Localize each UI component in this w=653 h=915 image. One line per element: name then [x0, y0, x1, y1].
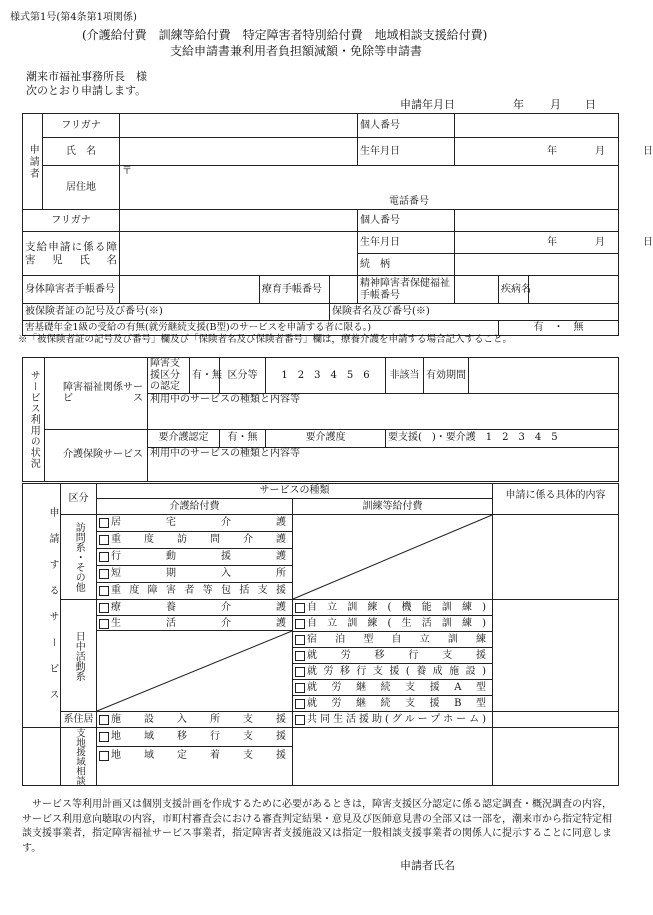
- home-training-label: 共同生活援助(グループホーム): [307, 713, 486, 725]
- consult-detail-field[interactable]: [493, 728, 619, 786]
- mental-cert-label: 精神障害者保健福祉手帳番号: [358, 276, 455, 304]
- consult-training-empty: [293, 728, 493, 786]
- consult-care-label: 地域移行支援: [111, 731, 286, 743]
- day-training-item[interactable]: [293, 616, 492, 632]
- category-visit: 訪問系・その他: [61, 515, 97, 600]
- applicant-address-label: 居住地: [43, 166, 120, 210]
- day-training-item[interactable]: [293, 632, 492, 648]
- class-label: 区分等: [220, 358, 266, 394]
- applicant-birth-label: 生年月日: [358, 138, 455, 166]
- form-number: 様式第1号(第4条第1項関係): [10, 12, 137, 23]
- day-care-item[interactable]: [97, 600, 292, 616]
- day-care-label: 生活介護: [111, 617, 286, 629]
- consult-care-item[interactable]: [97, 747, 292, 765]
- insurer-label: 保険者名及び番号(※): [330, 304, 619, 321]
- visit-care-label: 短期入所: [111, 568, 286, 580]
- checkbox[interactable]: [99, 619, 109, 629]
- rehab-cert-label: 療育手帳番号: [260, 276, 330, 304]
- care-level-label: 要介護度: [266, 429, 386, 447]
- training-benefit-header: 訓練等給付費: [293, 499, 493, 515]
- checkbox[interactable]: [295, 699, 305, 709]
- date-label: 申請年月日: [400, 98, 455, 111]
- physical-cert-label: 身体障害者手帳番号: [23, 276, 120, 304]
- date-month: 月: [550, 98, 561, 111]
- category-home: 系住居: [61, 712, 97, 728]
- applicant-address-field[interactable]: [120, 166, 619, 210]
- day-training-label: 就労継続支援A型: [307, 681, 486, 693]
- applicant-furigana-label: フリガナ: [43, 114, 120, 138]
- child-relation-label: 続 柄: [358, 254, 455, 276]
- pension-choice[interactable]: 有 ・ 無: [499, 321, 619, 336]
- category-day: 日中活動系: [61, 600, 97, 712]
- child-name-field[interactable]: [120, 232, 358, 276]
- checkbox[interactable]: [99, 751, 109, 761]
- apply-section-continued: [23, 728, 61, 786]
- care-cert-yes-no[interactable]: 有・無: [220, 429, 266, 447]
- valid-period-field[interactable]: [469, 358, 619, 394]
- applicant-table: [22, 113, 653, 336]
- care-benefit-header: 介護給付費: [97, 499, 293, 515]
- day-training-list: [293, 600, 493, 712]
- form-title-line2: 支給申請書兼利用者負担額減額・免除等申請書: [170, 44, 423, 58]
- home-care-list: [97, 712, 293, 728]
- home-detail-field[interactable]: [493, 712, 619, 728]
- checkbox[interactable]: [295, 603, 305, 613]
- welfare-services-label: 障害福祉関係サービス: [45, 358, 148, 430]
- checkbox[interactable]: [99, 518, 109, 528]
- applicant-section-label: 申請者: [23, 114, 43, 210]
- day-care-item[interactable]: [97, 616, 292, 631]
- day-care-label: 療養介護: [111, 601, 286, 613]
- visit-care-item[interactable]: [97, 566, 292, 583]
- visit-training-empty: [293, 515, 493, 600]
- checkbox[interactable]: [99, 569, 109, 579]
- consult-table: [22, 727, 619, 786]
- signature-label: 申請者氏名: [400, 859, 455, 872]
- intro-text: 次のとおり申請します。: [26, 84, 147, 97]
- day-training-label: 自立訓練(機能訓練): [307, 601, 486, 613]
- care-support-levels[interactable]: 要支援( )・要介護 1 2 3 4 5: [386, 429, 619, 447]
- day-training-item[interactable]: [293, 664, 492, 680]
- form-title-line1: (介護給付費 訓練等給付費 特定障害者特別給付費 地域相談支援給付費): [82, 28, 488, 42]
- checkbox[interactable]: [295, 715, 305, 725]
- applicant-personal-no-field[interactable]: [455, 114, 619, 138]
- insured-no-label: 被保険者証の記号及び番号(※): [23, 304, 330, 321]
- disease-label: 疾病名: [499, 276, 529, 304]
- visit-detail-field[interactable]: [493, 515, 619, 600]
- home-care-item[interactable]: [97, 712, 292, 727]
- care-in-use-label: 利用中のサービスの種類と内容等: [148, 447, 619, 463]
- home-care-label: 施設入所支援: [111, 713, 286, 725]
- class-numbers[interactable]: 1 2 3 4 5 6: [266, 358, 386, 394]
- checkbox[interactable]: [99, 586, 109, 596]
- checkbox[interactable]: [99, 603, 109, 613]
- note-text: ※「被保険者証の記号及び番号」欄及び「保険者名及び保険者番号」欄は，療養介護を申請する場合記入すること。: [18, 334, 513, 345]
- addressee: 潮来市福祉事務所長 様: [26, 70, 147, 83]
- consult-care-list: [97, 728, 293, 786]
- valid-period-label: 有効期間: [424, 358, 469, 394]
- day-training-label: 自立訓練(生活訓練): [307, 617, 486, 629]
- day-training-item[interactable]: [293, 648, 492, 664]
- consult-care-label: 地域定着支援: [111, 750, 286, 762]
- postal-mark: 〒: [122, 166, 132, 177]
- support-class-yes-no[interactable]: 有・無: [190, 358, 220, 394]
- checkbox[interactable]: [295, 651, 305, 661]
- checkbox[interactable]: [99, 732, 109, 742]
- applicant-furigana-field[interactable]: [120, 114, 358, 138]
- not-applicable[interactable]: 非該当: [386, 358, 424, 394]
- diagonal-strike: [293, 515, 492, 599]
- checkbox[interactable]: [99, 552, 109, 562]
- checkbox[interactable]: [99, 715, 109, 725]
- applicant-personal-no-label: 個人番号: [358, 114, 455, 138]
- diagonal-strike: [97, 631, 292, 711]
- phone-label: 電話番号: [389, 195, 429, 207]
- visit-care-label: 行動援護: [111, 551, 286, 563]
- visit-care-label: 居宅介護: [111, 517, 286, 529]
- pension-label: 害基礎年金1級の受給の有無(就労継続支援(B型)のサービスを申請する者に限る。): [23, 321, 499, 336]
- checkbox[interactable]: [99, 535, 109, 545]
- day-care-list: [97, 600, 293, 712]
- child-name-label: 支給申請に係る障害児氏名: [23, 232, 120, 276]
- date-year: 年: [513, 98, 524, 111]
- rehab-cert-field[interactable]: [330, 276, 358, 304]
- care-in-use-field[interactable]: [148, 463, 619, 481]
- visit-care-item[interactable]: [97, 532, 292, 549]
- services-table: [22, 483, 619, 728]
- child-birth-label: 生年月日: [358, 232, 455, 254]
- usage-table: [22, 357, 619, 482]
- checkbox[interactable]: [295, 619, 305, 629]
- applicant-name-field[interactable]: [120, 138, 358, 166]
- applicant-name-label: 氏 名: [43, 138, 120, 166]
- details-header: 申請に係る具体的内容: [493, 484, 619, 515]
- mental-cert-field[interactable]: [455, 276, 499, 304]
- day-detail-field[interactable]: [493, 600, 619, 712]
- child-relation-field[interactable]: [455, 254, 619, 276]
- day-training-label: 就労移行支援: [307, 649, 486, 661]
- child-birth-field[interactable]: 年 月 日: [455, 232, 619, 254]
- day-training-label: 就労継続支援B型: [307, 697, 486, 709]
- disease-field[interactable]: [529, 276, 619, 304]
- child-personal-no-field[interactable]: [455, 210, 619, 232]
- category-consult: 支地援域相談: [61, 728, 97, 786]
- visit-care-label: 重度障害者等包括支援: [111, 585, 286, 597]
- visit-care-item[interactable]: [97, 515, 292, 532]
- checkbox[interactable]: [295, 667, 305, 677]
- home-training-item[interactable]: [293, 712, 492, 727]
- child-personal-no-label: 個人番号: [358, 210, 455, 232]
- day-training-item[interactable]: [293, 600, 492, 616]
- visit-care-list: [97, 515, 293, 600]
- visit-care-label: 重度訪問介護: [111, 534, 286, 546]
- day-training-label: 就労移行支援(養成施設): [307, 665, 486, 677]
- child-furigana-field[interactable]: [120, 210, 358, 232]
- welfare-in-use-label: 利用中のサービスの種類と内容等: [148, 393, 619, 411]
- consent-text: サービス等利用計画又は個別支援計画を作成するために必要があるときは，障害支援区分認定に係る認定調査・概況調査の内容，サービス利用意向聴取の内容，市町村審査会における審査判定結果・意見及び医師意見書の全部又は一部を，潮来市から指定特定相談支援事業者，指定障害福祉サービス事業者，指定障害者支援施設又は指定一般相談支援事業者の関係人に提示することに同意します。: [22, 799, 612, 854]
- day-training-item[interactable]: [293, 680, 492, 696]
- care-cert-label: 要介護認定: [148, 429, 220, 447]
- service-types-header: サービスの種類: [97, 484, 493, 499]
- applicant-birth-field[interactable]: 年 月 日: [455, 138, 619, 166]
- day-training-item[interactable]: [293, 696, 492, 711]
- visit-care-item[interactable]: [97, 549, 292, 566]
- apply-section-label: 申請するサービス: [23, 484, 61, 728]
- visit-care-item[interactable]: [97, 583, 292, 599]
- physical-cert-field[interactable]: [120, 276, 260, 304]
- date-day: 日: [585, 98, 596, 111]
- consult-care-item[interactable]: [97, 728, 292, 747]
- day-training-label: 宿泊型自立訓練: [307, 633, 486, 645]
- checkbox[interactable]: [295, 683, 305, 693]
- care-insurance-label: 介護保険サービス: [45, 429, 148, 481]
- home-training-list: [293, 712, 493, 728]
- child-furigana-label: フリガナ: [23, 210, 120, 232]
- support-class-label: 障害支援区分の認定: [148, 358, 190, 394]
- category-header: 区分: [61, 484, 97, 515]
- checkbox[interactable]: [295, 635, 305, 645]
- usage-section-label: サービス利用の状況: [23, 358, 45, 482]
- welfare-in-use-field[interactable]: [148, 411, 619, 429]
